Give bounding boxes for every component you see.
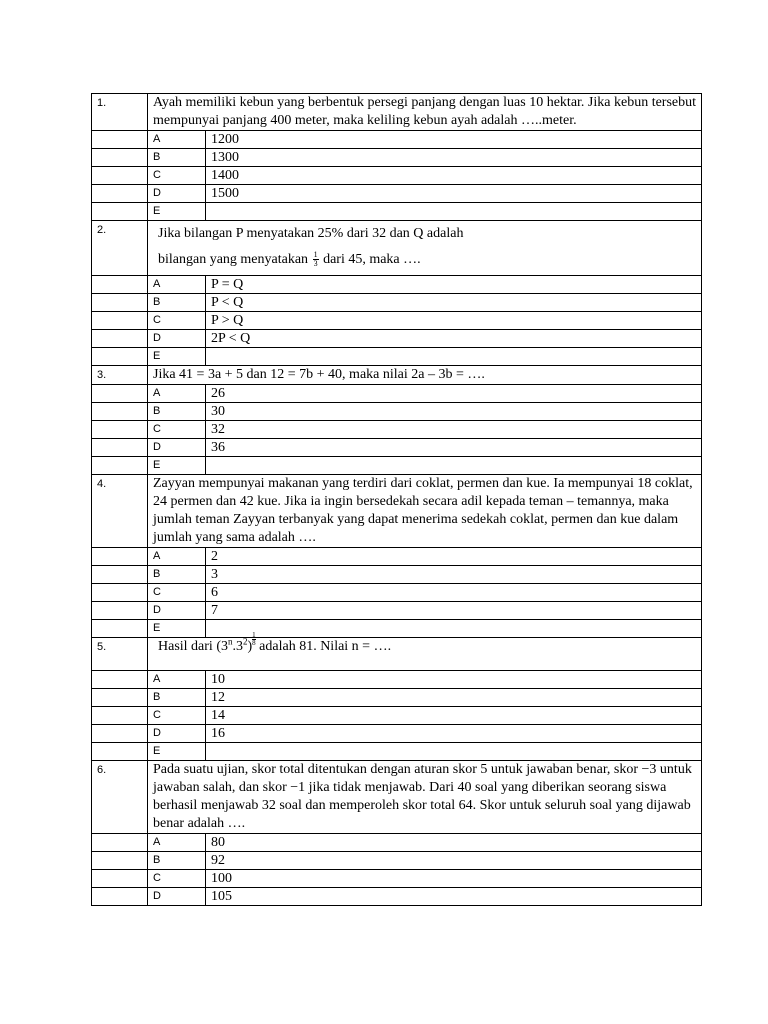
empty-cell [92, 548, 148, 566]
empty-cell [92, 185, 148, 203]
option-row [92, 870, 702, 888]
option-letter: B [148, 294, 206, 312]
question-row [92, 475, 702, 548]
question-text-part: dari 45, maka …. [323, 252, 421, 267]
option-value: 2P < Q [206, 330, 702, 348]
option-row [92, 131, 702, 149]
option-value: 80 [206, 834, 702, 852]
empty-cell [92, 421, 148, 439]
empty-cell [92, 689, 148, 707]
option-value: 10 [206, 671, 702, 689]
option-letter: B [148, 852, 206, 870]
option-row [92, 348, 702, 366]
option-letter: D [148, 439, 206, 457]
empty-cell [92, 294, 148, 312]
option-letter: A [148, 548, 206, 566]
option-value: 32 [206, 421, 702, 439]
option-value: 14 [206, 707, 702, 725]
option-row [92, 421, 702, 439]
question-text [148, 221, 702, 276]
question-text: Jika 41 = 3a + 5 dan 12 = 7b + 40, maka nilai 2a – 3b = …. [148, 366, 702, 385]
option-letter: B [148, 403, 206, 421]
exponent-fraction [252, 632, 256, 647]
fraction-denominator: 8 [252, 639, 256, 647]
option-value: 92 [206, 852, 702, 870]
question-text-part: ) [247, 639, 253, 654]
option-value: 36 [206, 439, 702, 457]
option-letter: E [148, 457, 206, 475]
question-number: 1. [92, 94, 148, 131]
empty-cell [92, 348, 148, 366]
option-letter: B [148, 149, 206, 167]
question-row [92, 94, 702, 131]
option-letter: B [148, 566, 206, 584]
option-letter: E [148, 203, 206, 221]
option-value: P < Q [206, 294, 702, 312]
question-number: 4. [92, 475, 148, 548]
question-text-part: bilangan yang menyatakan [158, 252, 309, 267]
option-row [92, 725, 702, 743]
option-value [206, 203, 702, 221]
option-row [92, 385, 702, 403]
option-letter: D [148, 725, 206, 743]
option-letter: A [148, 276, 206, 294]
option-row [92, 566, 702, 584]
option-value: 6 [206, 584, 702, 602]
option-value [206, 348, 702, 366]
empty-cell [92, 584, 148, 602]
empty-cell [92, 620, 148, 638]
option-value: 3 [206, 566, 702, 584]
empty-cell [92, 385, 148, 403]
fraction-denominator: 3 [313, 259, 318, 269]
option-letter: C [148, 707, 206, 725]
option-row [92, 330, 702, 348]
question-text: Ayah memiliki kebun yang berbentuk persegi panjang dengan luas 10 hektar. Jika kebun tersebut mempunyai panjang 400 meter, maka keliling kebun ayah adalah …..meter. [148, 94, 702, 131]
option-value: P = Q [206, 276, 702, 294]
question-row [92, 366, 702, 385]
option-value [206, 457, 702, 475]
option-letter: E [148, 348, 206, 366]
option-letter: E [148, 743, 206, 761]
empty-cell [92, 566, 148, 584]
empty-cell [92, 403, 148, 421]
option-value [206, 743, 702, 761]
option-value: 30 [206, 403, 702, 421]
question-row [92, 761, 702, 834]
option-value: 1200 [206, 131, 702, 149]
empty-cell [92, 834, 148, 852]
option-row [92, 548, 702, 566]
question-row [92, 638, 702, 671]
option-row [92, 203, 702, 221]
option-value: 1500 [206, 185, 702, 203]
empty-cell [92, 725, 148, 743]
empty-cell [92, 457, 148, 475]
exponent: 2 [242, 636, 248, 647]
option-row [92, 149, 702, 167]
option-letter: C [148, 312, 206, 330]
option-letter: A [148, 385, 206, 403]
question-row [92, 221, 702, 276]
option-letter: A [148, 671, 206, 689]
question-line [158, 247, 498, 273]
option-value: P > Q [206, 312, 702, 330]
option-value: 16 [206, 725, 702, 743]
option-letter: C [148, 421, 206, 439]
question-2-body [153, 221, 498, 273]
option-row [92, 671, 702, 689]
fraction-numerator: 1 [313, 250, 318, 260]
option-row [92, 185, 702, 203]
question-text: Zayyan mempunyai makanan yang terdiri dari coklat, permen dan kue. Ia mempunyai 18 coklat, 24 permen dan 42 kue. Jika ia ingin bersedekah secara adil kepada teman – temannya, maka jumlah teman Zayyan terbanyak yang dapat menerima sedekah coklat, permen dan kue dalam jumlah yang sama adalah …. [148, 475, 702, 548]
option-row [92, 167, 702, 185]
empty-cell [92, 888, 148, 906]
option-letter: A [148, 131, 206, 149]
option-value: 26 [206, 385, 702, 403]
option-row [92, 707, 702, 725]
option-value: 12 [206, 689, 702, 707]
question-text-part: Hasil dari (3 [158, 639, 228, 654]
option-row [92, 312, 702, 330]
option-letter: B [148, 689, 206, 707]
option-letter: D [148, 330, 206, 348]
empty-cell [92, 870, 148, 888]
option-value [206, 620, 702, 638]
question-text [148, 631, 702, 671]
option-row [92, 294, 702, 312]
empty-cell [92, 743, 148, 761]
fraction-numerator: 1 [252, 631, 256, 639]
option-letter: D [148, 185, 206, 203]
question-text: Pada suatu ujian, skor total ditentukan dengan aturan skor 5 untuk jawaban benar, skor −3 untuk jawaban salah, dan skor −1 jika tidak menjawab. Dari 40 soal yang diberikan seorang siswa berhasil menjawab 32 soal dan memperoleh skor total 64. Skor untuk seluruh soal yang dijawab benar adalah …. [148, 761, 702, 834]
empty-cell [92, 276, 148, 294]
question-number: 3. [92, 366, 148, 385]
option-value: 7 [206, 602, 702, 620]
option-letter: C [148, 870, 206, 888]
question-number: 2. [92, 221, 148, 276]
option-row [92, 888, 702, 906]
empty-cell [92, 203, 148, 221]
option-value: 1300 [206, 149, 702, 167]
quiz-table [91, 93, 702, 906]
empty-cell [92, 852, 148, 870]
empty-cell [92, 671, 148, 689]
question-number: 6. [92, 761, 148, 834]
empty-cell [92, 330, 148, 348]
question-text-part: adalah 81. Nilai n = …. [259, 639, 392, 654]
option-value: 105 [206, 888, 702, 906]
option-letter: E [148, 620, 206, 638]
option-row [92, 852, 702, 870]
empty-cell [92, 707, 148, 725]
empty-cell [92, 131, 148, 149]
option-row [92, 620, 702, 638]
option-value: 1400 [206, 167, 702, 185]
option-row [92, 276, 702, 294]
option-row [92, 439, 702, 457]
option-letter: A [148, 834, 206, 852]
option-row [92, 689, 702, 707]
option-value: 2 [206, 548, 702, 566]
exponent: n [227, 636, 233, 647]
empty-cell [92, 149, 148, 167]
option-letter: C [148, 584, 206, 602]
option-row [92, 403, 702, 421]
empty-cell [92, 439, 148, 457]
option-row [92, 602, 702, 620]
question-number: 5. [92, 638, 148, 671]
option-row [92, 457, 702, 475]
fraction [313, 251, 319, 268]
empty-cell [92, 312, 148, 330]
option-letter: D [148, 888, 206, 906]
option-row [92, 584, 702, 602]
option-value: 100 [206, 870, 702, 888]
empty-cell [92, 602, 148, 620]
option-row [92, 834, 702, 852]
option-letter: D [148, 602, 206, 620]
question-line: Jika bilangan P menyatakan 25% dari 32 dan Q adalah [158, 226, 464, 241]
option-row [92, 743, 702, 761]
question-text-part: .3 [232, 639, 243, 654]
option-letter: C [148, 167, 206, 185]
question-5-body [153, 631, 696, 656]
empty-cell [92, 167, 148, 185]
